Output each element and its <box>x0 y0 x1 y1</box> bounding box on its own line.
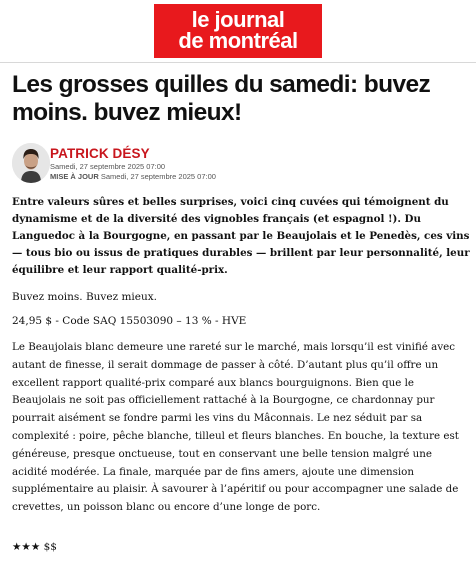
article-tagline: Buvez moins. Buvez mieux. <box>12 291 158 303</box>
updated-date <box>50 172 216 181</box>
byline <box>12 143 468 183</box>
updated-label: MISE À JOUR <box>50 172 99 181</box>
wine-review: Le Beaujolais blanc demeure une rareté sur le marché, mais lorsqu’il est vinifié avec autant de finesse, il serait dommage de passer à côté. D’autant plus qu’il offre un excellent rapport qualité-prix comparé aux blancs bourguignons. Bien que le Beaujolais ne soit pas officiellement rattaché à la Bourgogne, ce chardonnay pur pourrait aisément se fondre parmi les vins du Mâconnais. Le nez séduit par sa complexité : poire, pêche blanche, tilleul et fleurs blanches. En bouche, la texture est généreuse, presque onctueuse, tout en conservant une belle tension malgré une acidité modérée. La finale, marquée par de fins amers, ajoute une dimension supplémentaire au plaisir. À savourer à l’apéritif ou pour accompagner une salade de crevettes, un poisson blanc ou encore d’une longe de porc. <box>12 341 459 514</box>
author-portrait-icon <box>12 143 50 183</box>
masthead-divider <box>0 62 476 63</box>
updated-value: Samedi, 27 septembre 2025 07:00 <box>100 172 216 181</box>
wine-rating: ★★★ $$ <box>12 541 57 553</box>
logo-line-1: le journal <box>191 7 285 33</box>
author-avatar[interactable] <box>12 143 50 183</box>
journal-de-montreal-logo[interactable] <box>154 4 322 58</box>
article-lead: Entre valeurs sûres et belles surprises, voici cinq cuvées qui témoignent du dynamisme et de la diversité des vignobles français (et espagnol !). Du Languedoc à la Bourgogne, en passant par le Beaujolais et le Penedès, ces vins — tous bio ou issus de pratiques durables — brillent par leur personnalité, leur équilibre et leur rapport qualité-prix. <box>12 196 470 276</box>
article-headline: Les grosses quilles du samedi: buvez moins. buvez mieux! <box>12 71 431 126</box>
author-name-link[interactable]: PATRICK DÉSY <box>50 146 150 161</box>
wine-info: 24,95 $ - Code SAQ 15503090 – 13 % - HVE <box>12 315 247 327</box>
logo-line-2: de montréal <box>178 28 298 53</box>
published-date: Samedi, 27 septembre 2025 07:00 <box>50 162 166 171</box>
masthead <box>0 0 476 62</box>
